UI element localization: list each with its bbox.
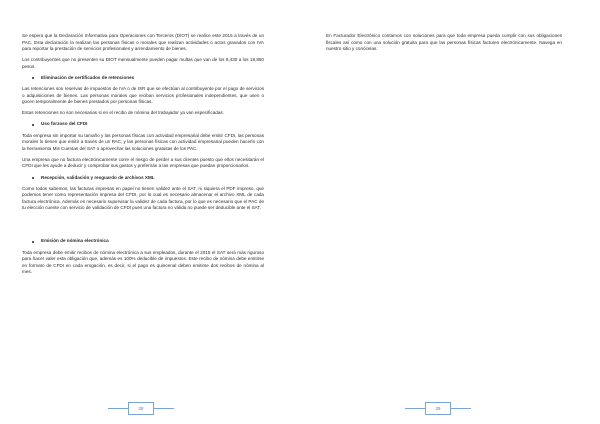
section-heading-text: Recepción, validación y resguardo de archivos XML [41, 174, 155, 180]
spacer [22, 216, 264, 234]
paragraph: Se espera que la Declaración Informativa para Operaciones con Terceros (DIOT) se realice este 2015 a través de un PAC. Esta declaración la realizan las personas físicas o morales que realizan actividades o actos gravados con IVA para reportar la prestación de servicios profesionales y arrendamiento de bienes. [22, 33, 264, 52]
section-heading-text: Eliminación de certificados de retenciones [41, 74, 135, 80]
paragraph: Las retenciones son reservas de impuestos de IVA o de ISR que se efectúan al contribuyente por el pago de servicios o adquisiciones de bienes. Las personas morales que reciban servicios profesionales independientes, que usen o gocen temporalmente de bienes prestados por personas físicas. [22, 86, 264, 105]
section-heading [22, 175, 264, 182]
right-page-content [326, 33, 562, 57]
paragraph: Toda empresa sin importar su tamaño y las personas físicas con actividad empresarial debe emitir CFDI, las personas morales lo tienen que emitir a través de un PAC, y las personas físicas con actividad empresarial pueden hacerlo con la herramienta Mis Cuentas del SAT o aprovechar las soluciones gratuitas de los PAC. [22, 132, 264, 151]
page-number: 29 [425, 402, 451, 415]
section-heading [22, 238, 264, 245]
section-heading-text: Uso forzoso del CFDI [41, 121, 88, 127]
section-heading-text: Emisión de nómina electrónica [41, 238, 109, 244]
right-page [300, 0, 600, 424]
paragraph: En Facturador Electrónico contamos con soluciones para que toda empresa pueda cumplir con sus obligaciones fiscales así como con una solución gratuita para que las personas físicas facturen electrónicamente. Navega en nuestro sitio y conócelas. [326, 33, 562, 52]
section-heading [22, 121, 264, 128]
bullet-icon [32, 241, 34, 243]
paragraph: Como todos sabemos, las facturas impresas en papel no tienen validez ante el SAT, ni siquiera el PDF impreso, que podemos tener como representación impresa del CFDI, por lo cual es necesario almacenar el archivo XML de cada factura electrónica. Además es necesario supervisar la validez de cada factura, por lo que es necesario que el PAC de tu elección cuente con servicio de validación de CFDI pues una factura no válida no puede ser deducible ante el SAT. [22, 185, 264, 211]
bullet-icon [32, 77, 34, 79]
bullet-icon [32, 177, 34, 179]
paragraph: Una empresa que no factura electrónicamente corre el riesgo de perder a sus clientes puesto que ellos necesitarán el CFDI que les ayude a deducir y comprobar sus gastos y preferirán a las empresas que puedan proporcionarlos. [22, 156, 264, 169]
paragraph: Los contribuyentes que no presenten su DIOT mensualmente pueden pagar multas que van de los 9,430 a los 18,860 pesos. [22, 57, 264, 69]
page-number: 28 [128, 402, 154, 415]
section-heading [22, 75, 264, 82]
paragraph: Estas retenciones no son necesarias si en el recibo de nómina del trabajador ya van especificadas. [22, 110, 224, 116]
left-page-content [22, 33, 264, 280]
bullet-icon [32, 124, 34, 126]
paragraph: Toda empresa debe emitir recibos de nómina electrónica a sus empleados, durante el 2015 el SAT será más riguroso para hacer valer esta obligación que, además es 100% deducible de impuestos. Este recibo de nómina debe emitirse en formato de CFDI en cada erogación, es decir, si el pago es quincenal deben emitirse dos recibos de nómina al mes. [22, 249, 264, 275]
